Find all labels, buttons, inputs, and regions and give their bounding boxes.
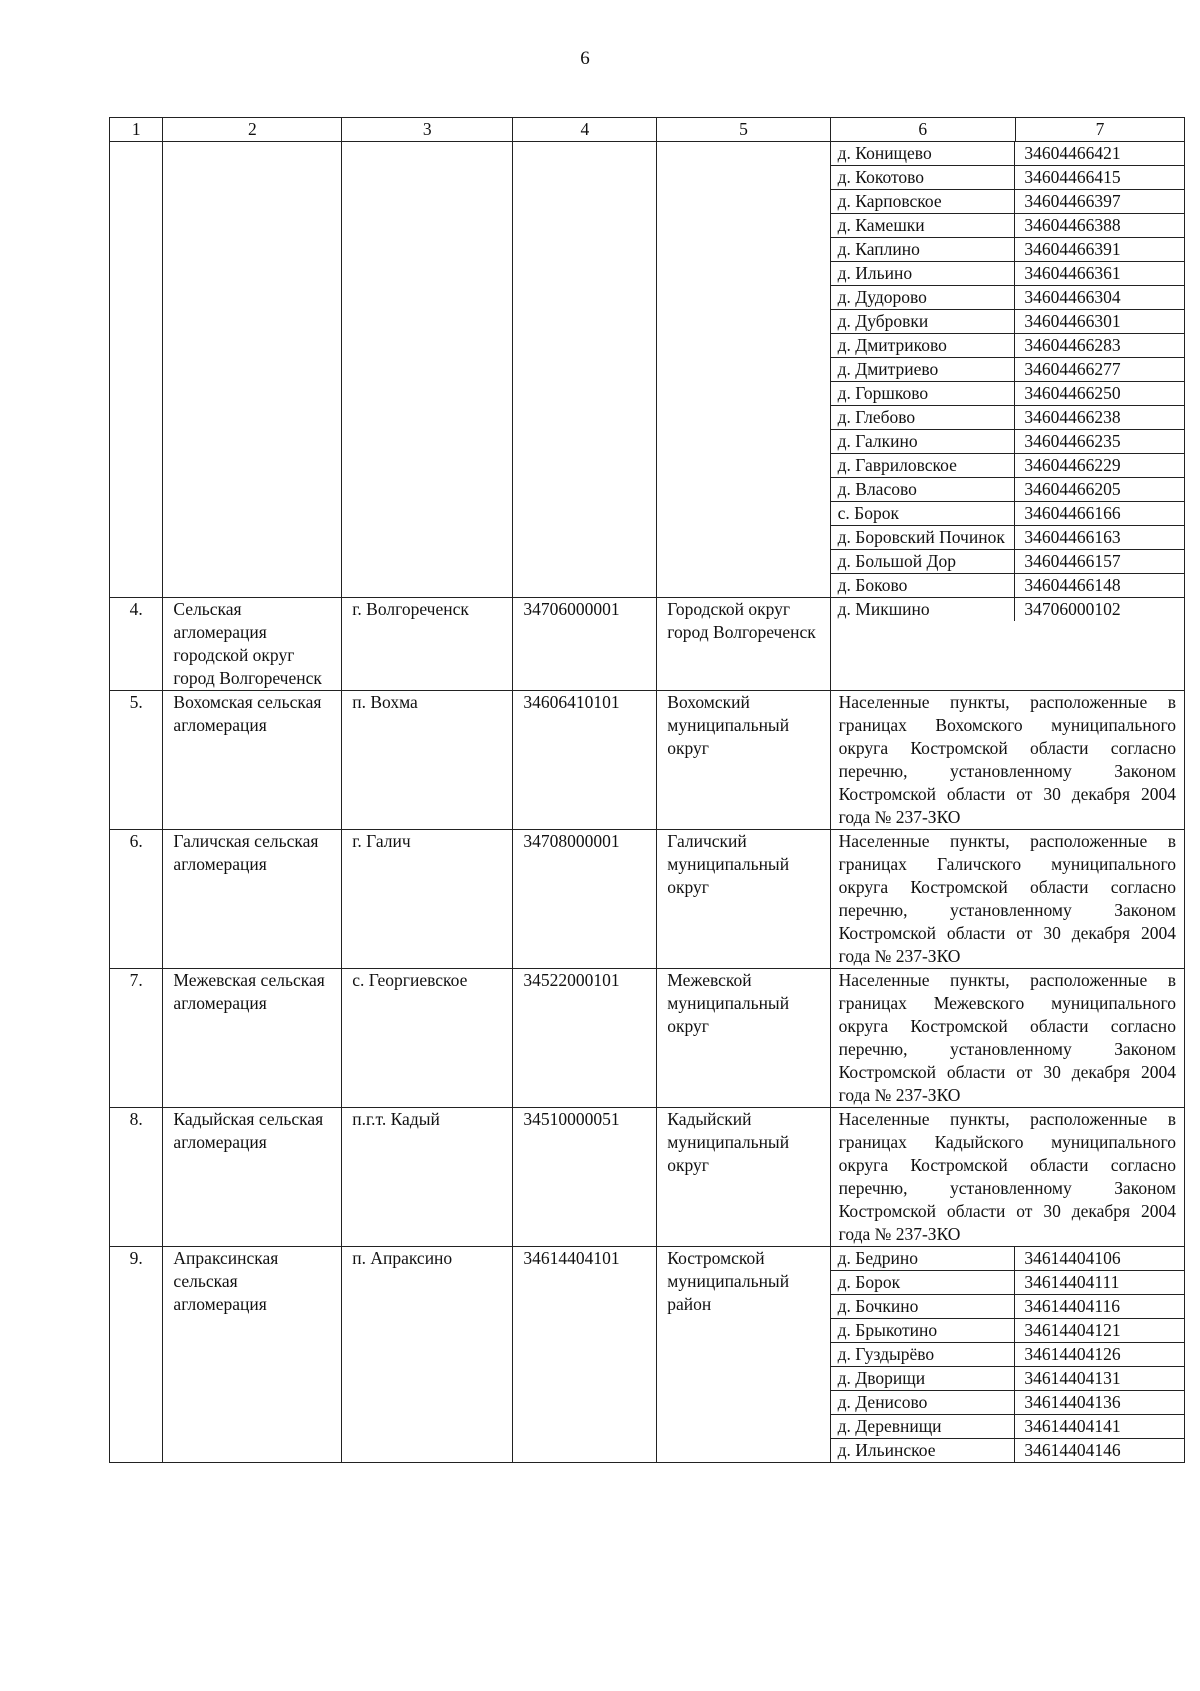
- settlement-row: [831, 214, 1184, 238]
- settlement-row: [831, 1271, 1184, 1295]
- settlement-row: [831, 454, 1184, 478]
- settlement-okato: 34604466421: [1015, 142, 1184, 166]
- settlement-row: [831, 1247, 1184, 1271]
- row-number: 4.: [110, 598, 163, 691]
- settlements-description: Населенные пункты, расположенные в границах Вохомского муниципального округа Костромской области согласно перечню, установленному Законом Костромской области от 30 декабря 2004 года № 237-ЗКО: [838, 692, 1176, 827]
- settlements-description: Населенные пункты, расположенные в границах Кадыйского муниципального округа Костромской области согласно перечню, установленному Законом Костромской области от 30 декабря 2004 года № 237-ЗКО: [838, 1109, 1176, 1244]
- row-number: 6.: [110, 830, 163, 969]
- settlement-okato: 34604466415: [1015, 166, 1184, 190]
- settlements-list: [831, 142, 1184, 597]
- center-settlement: г. Волгореченск: [342, 598, 513, 691]
- column-number: 5: [657, 118, 830, 142]
- table-row: [110, 830, 1185, 969]
- settlement-row: [831, 598, 1184, 621]
- settlement-okato: 34706000102: [1015, 598, 1184, 621]
- settlement-name: д. Власово: [831, 478, 1015, 502]
- settlement-okato: 34604466277: [1015, 358, 1184, 382]
- column-number: 2: [163, 118, 342, 142]
- settlement-name: д. Кокотово: [831, 166, 1015, 190]
- settlement-name: д. Карповское: [831, 190, 1015, 214]
- settlement-row: [831, 1343, 1184, 1367]
- page-number: 6: [580, 48, 590, 69]
- settlement-name: д. Дудорово: [831, 286, 1015, 310]
- settlement-row: [831, 238, 1184, 262]
- settlement-row: [831, 166, 1184, 190]
- settlement-name: д. Каплино: [831, 238, 1015, 262]
- row-number: 9.: [110, 1247, 163, 1463]
- settlements-cell: [830, 691, 1184, 830]
- settlement-row: [831, 574, 1184, 598]
- settlement-row: [831, 382, 1184, 406]
- settlement-row: [831, 550, 1184, 574]
- settlement-okato: 34614404126: [1015, 1343, 1184, 1367]
- settlement-row: [831, 502, 1184, 526]
- settlements-cell: [830, 1247, 1184, 1463]
- settlement-row: [831, 286, 1184, 310]
- settlement-row: [831, 334, 1184, 358]
- center-settlement: с. Георгиевское: [342, 969, 513, 1108]
- settlement-row: [831, 358, 1184, 382]
- settlements-description: Населенные пункты, расположенные в границах Межевского муниципального округа Костромской области согласно перечню, установленному Законом Костромской области от 30 декабря 2004 года № 237-ЗКО: [838, 970, 1176, 1105]
- agglomeration-name: Сельская агломерация городской округ город Волгореченск: [163, 598, 342, 691]
- column-number: 7: [1015, 118, 1184, 142]
- row-number: 5.: [110, 691, 163, 830]
- center-settlement: п.г.т. Кадый: [342, 1108, 513, 1247]
- agglomeration-name: Вохомская сельская агломерация: [163, 691, 342, 830]
- settlement-okato: 34604466304: [1015, 286, 1184, 310]
- settlement-name: д. Борок: [831, 1271, 1015, 1295]
- settlements-description: Населенные пункты, расположенные в границах Галичского муниципального округа Костромской области согласно перечню, установленному Законом Костромской области от 30 декабря 2004 года № 237-ЗКО: [838, 831, 1176, 966]
- oktmo-code: 34510000051: [513, 1108, 657, 1247]
- settlement-okato: 34604466205: [1015, 478, 1184, 502]
- settlement-name: д. Дмитриево: [831, 358, 1015, 382]
- table-body: [110, 118, 1185, 1463]
- settlement-row: [831, 406, 1184, 430]
- settlement-name: д. Дмитриково: [831, 334, 1015, 358]
- settlement-okato: 34614404146: [1015, 1439, 1184, 1463]
- settlement-okato: 34604466238: [1015, 406, 1184, 430]
- municipality-name: Костромской муниципальный район: [657, 1247, 830, 1463]
- settlement-name: д. Брыкотино: [831, 1319, 1015, 1343]
- municipality-name: Городской округ город Волгореченск: [657, 598, 830, 691]
- settlements-list: [831, 1247, 1184, 1462]
- settlement-name: д. Большой Дор: [831, 550, 1015, 574]
- settlement-okato: 34604466250: [1015, 382, 1184, 406]
- column-number: 1: [110, 118, 163, 142]
- agglomeration-name: Апраксинская сельская агломерация: [163, 1247, 342, 1463]
- settlement-name: д. Конищево: [831, 142, 1015, 166]
- settlement-okato: 34604466397: [1015, 190, 1184, 214]
- settlement-name: д. Ильино: [831, 262, 1015, 286]
- municipality-name: Вохомский муниципальный округ: [657, 691, 830, 830]
- settlement-name: д. Деревнищи: [831, 1415, 1015, 1439]
- center-settlement: п. Апраксино: [342, 1247, 513, 1463]
- settlements-list: [831, 598, 1184, 621]
- empty-cell: [163, 142, 342, 598]
- agglomeration-name: Кадыйская сельская агломерация: [163, 1108, 342, 1247]
- settlement-okato: 34614404106: [1015, 1247, 1184, 1271]
- settlement-name: д. Микшино: [837, 599, 930, 619]
- oktmo-code: 34706000001: [513, 598, 657, 691]
- settlement-okato: 34604466148: [1015, 574, 1184, 598]
- settlement-okato: 34604466391: [1015, 238, 1184, 262]
- settlement-okato: 34614404136: [1015, 1391, 1184, 1415]
- column-number: 6: [830, 118, 1015, 142]
- settlement-okato: 34614404111: [1015, 1271, 1184, 1295]
- settlement-row: [831, 190, 1184, 214]
- row-number: 8.: [110, 1108, 163, 1247]
- settlement-row: [831, 1319, 1184, 1343]
- settlement-name: с. Борок: [831, 502, 1015, 526]
- settlement-name: д. Горшково: [831, 382, 1015, 406]
- settlement-row: [831, 262, 1184, 286]
- settlement-name: д. Галкино: [831, 430, 1015, 454]
- oktmo-code: 34606410101: [513, 691, 657, 830]
- settlement-okato: 34604466157: [1015, 550, 1184, 574]
- settlement-okato: 34604466229: [1015, 454, 1184, 478]
- settlement-name: д. Бочкино: [831, 1295, 1015, 1319]
- settlement-row: [831, 310, 1184, 334]
- settlement-row: [831, 478, 1184, 502]
- row-number: 7.: [110, 969, 163, 1108]
- empty-cell: [657, 142, 830, 598]
- settlements-cell: [830, 1108, 1184, 1247]
- oktmo-code: 34614404101: [513, 1247, 657, 1463]
- column-numbers-row: [110, 118, 1185, 142]
- settlement-okato: 34614404121: [1015, 1319, 1184, 1343]
- settlement-name: д. Ильинское: [837, 1440, 936, 1460]
- settlement-okato: 34604466235: [1015, 430, 1184, 454]
- settlement-okato: 34604466301: [1015, 310, 1184, 334]
- settlements-cell: [830, 969, 1184, 1108]
- table-row: [110, 969, 1185, 1108]
- center-settlement: п. Вохма: [342, 691, 513, 830]
- settlement-name: д. Боровский Починок: [831, 526, 1015, 550]
- settlement-row: [831, 1415, 1184, 1439]
- settlement-okato: 34614404141: [1015, 1415, 1184, 1439]
- settlement-okato: 34614404116: [1015, 1295, 1184, 1319]
- settlement-okato: 34604466388: [1015, 214, 1184, 238]
- settlement-row: [831, 1439, 1184, 1463]
- settlement-okato: 34604466361: [1015, 262, 1184, 286]
- column-number: 4: [513, 118, 657, 142]
- settlement-okato: 34604466283: [1015, 334, 1184, 358]
- agglomerations-table: [109, 117, 1185, 1463]
- column-number: 3: [342, 118, 513, 142]
- oktmo-code: 34708000001: [513, 830, 657, 969]
- table-row: [110, 598, 1185, 691]
- municipality-name: Кадыйский муниципальный округ: [657, 1108, 830, 1247]
- empty-cell: [513, 142, 657, 598]
- settlement-name: д. Дубровки: [831, 310, 1015, 334]
- settlement-name: д. Камешки: [831, 214, 1015, 238]
- settlements-cell: [830, 598, 1184, 691]
- municipality-name: Галичский муниципальный округ: [657, 830, 830, 969]
- settlement-row: [831, 1295, 1184, 1319]
- settlement-row: [831, 430, 1184, 454]
- settlement-name: д. Глебово: [831, 406, 1015, 430]
- settlement-okato: 34604466166: [1015, 502, 1184, 526]
- settlement-okato: 34604466163: [1015, 526, 1184, 550]
- center-settlement: г. Галич: [342, 830, 513, 969]
- table-row-continuation: [110, 142, 1185, 598]
- oktmo-code: 34522000101: [513, 969, 657, 1108]
- empty-cell: [342, 142, 513, 598]
- settlement-name: д. Денисово: [831, 1391, 1015, 1415]
- settlement-row: [831, 526, 1184, 550]
- empty-cell: [110, 142, 163, 598]
- settlement-name: д. Гавриловское: [831, 454, 1015, 478]
- settlement-name: д. Боково: [837, 575, 908, 595]
- settlement-okato: 34614404131: [1015, 1367, 1184, 1391]
- settlement-name: д. Дворищи: [831, 1367, 1015, 1391]
- table-row: [110, 691, 1185, 830]
- table-row: [110, 1247, 1185, 1463]
- settlement-row: [831, 1391, 1184, 1415]
- settlement-name: д. Гуздырёво: [831, 1343, 1015, 1367]
- settlements-cell: [830, 142, 1184, 598]
- municipality-name: Межевской муниципальный округ: [657, 969, 830, 1108]
- agglomeration-name: Галичская сельская агломерация: [163, 830, 342, 969]
- settlement-row: [831, 1367, 1184, 1391]
- settlement-row: [831, 142, 1184, 166]
- settlement-name: д. Бедрино: [831, 1247, 1015, 1271]
- agglomeration-name: Межевская сельская агломерация: [163, 969, 342, 1108]
- table-row: [110, 1108, 1185, 1247]
- settlements-cell: [830, 830, 1184, 969]
